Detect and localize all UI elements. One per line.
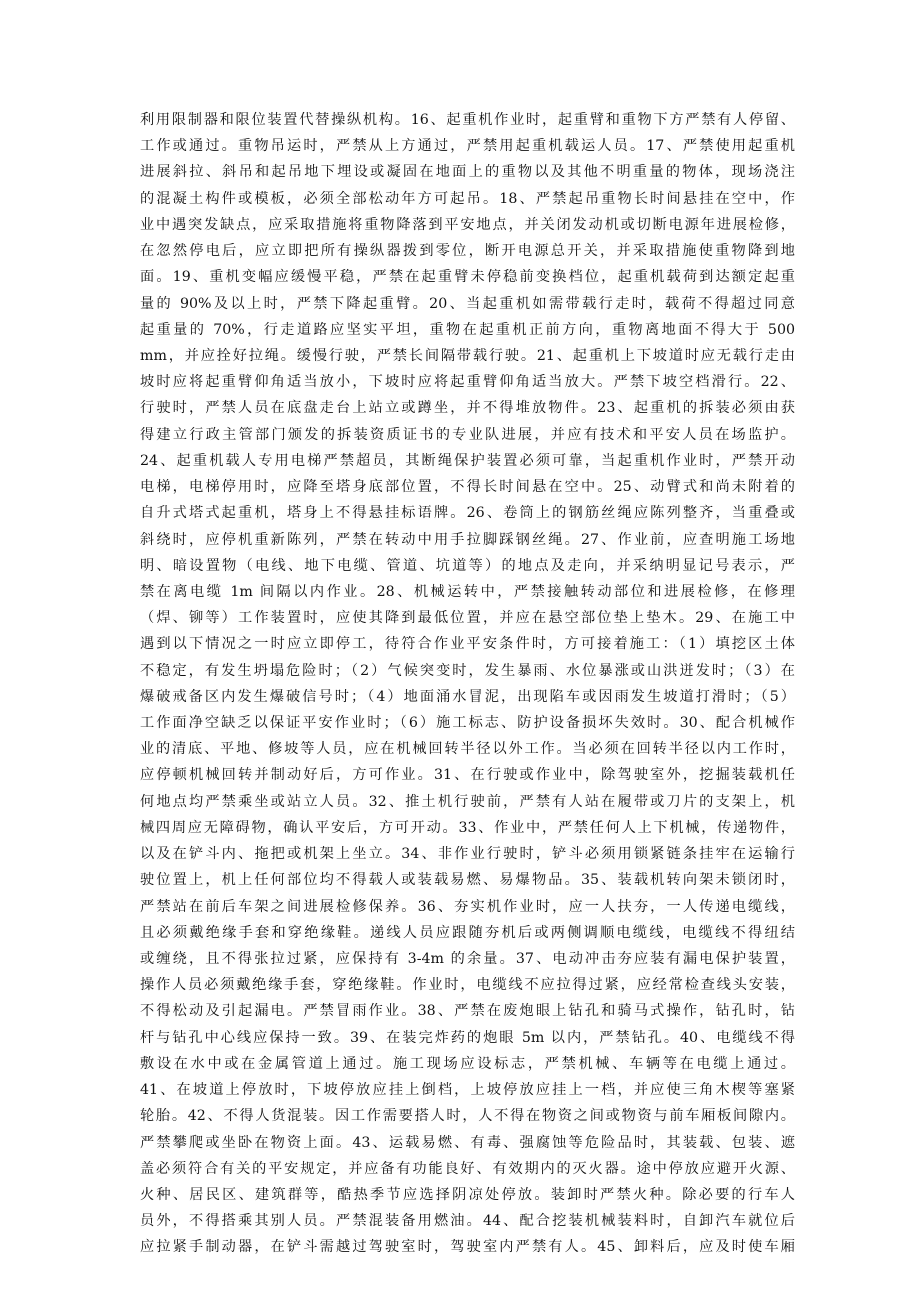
text-line: 坡时应将起重臂仰角适当放小，下坡时应将起重臂仰角适当放大。严禁下坡空档滑行。22、 — [140, 374, 795, 391]
text-line: 且必须戴绝缘手套和穿绝缘鞋。递线人员应跟随夯机后或两侧调顺电缆线，电缆线不得纽结 — [140, 924, 795, 941]
text-line: 的混凝土构件或模板，必须全部松动年方可起吊。18、严禁起吊重物长时间悬挂在空中，作 — [140, 190, 795, 207]
text-line: 何地点均严禁乘坐或站立人员。32、推土机行驶前，严禁有人站在履带或刀片的支架上，机 — [140, 793, 795, 810]
text-line: 驶位置上，机上任何部位均不得载人或装载易燃、易爆物品。35、装载机转向架未锁闭时， — [140, 872, 795, 889]
text-line: 员外，不得搭乘其别人员。严禁混装备用燃油。44、配合挖装机械装料时，自卸汽车就位后 — [140, 1213, 795, 1230]
text-line: 操作人员必须戴绝缘手套，穿绝缘鞋。作业时，电缆线不应拉得过紧，应经常检查线头安装， — [140, 977, 795, 994]
text-line: 在忽然停电后，应立即把所有操纵器拨到零位，断开电源总开关，并采取措施使重物降到地 — [140, 243, 795, 260]
text-line: 面。19、重机变幅应缓慢平稳，严禁在起重臂未停稳前变换档位，起重机载荷到达额定起重 — [140, 269, 795, 286]
text-line: 不得松动及引起漏电。严禁冒雨作业。38、严禁在废炮眼上钻孔和骑马式操作，钻孔时，钻 — [140, 1003, 795, 1020]
text-line: 工作面净空缺乏以保证平安作业时；（6）施工标志、防护设备损坏失效时。30、配合机械作 — [140, 715, 795, 732]
text-line: 业中遇突发缺点，应采取措施将重物降落到平安地点，并关闭发动机或切断电源年进展检修， — [140, 216, 795, 233]
text-line: 24、起重机载人专用电梯严禁超员，其断绳保护装置必须可靠，当起重机作业时，严禁开动 — [140, 452, 795, 469]
text-line: 械四周应无障碍物，确认平安后，方可开动。33、作业中，严禁任何人上下机械，传递物件， — [140, 819, 795, 836]
text-line: 业的清底、平地、修坡等人员，应在机械回转半径以外工作。当必须在回转半径以内工作时， — [140, 741, 795, 758]
text-line: 应拉紧手制动器，在铲斗需越过驾驶室时，驾驶室内严禁有人。45、卸料后，应及时使车厢 — [140, 1239, 795, 1256]
text-line: 工作或通过。重物吊运时，严禁从上方通过，严禁用起重机载运人员。17、严禁使用起重机 — [140, 138, 795, 155]
text-line: 进展斜拉、斜吊和起吊地下埋设或凝固在地面上的重物以及其他不明重量的物体，现场浇注 — [140, 164, 795, 181]
text-line: 行驶时，严禁人员在底盘走台上站立或蹲坐，并不得堆放物件。23、起重机的拆装必须由获 — [140, 400, 795, 417]
text-line: 利用限制器和限位装置代替操纵机构。16、起重机作业时，起重臂和重物下方严禁有人停留、 — [140, 112, 795, 128]
text-line: 41、在坡道上停放时，下坡停放应挂上倒档，上坡停放应挂上一档，并应使三角木楔等塞紧 — [140, 1082, 795, 1099]
text-line: 严禁攀爬或坐卧在物资上面。43、运载易燃、有毒、强腐蚀等危险品时，其装载、包装、遮 — [140, 1134, 795, 1151]
text-line: 得建立行政主管部门颁发的拆装资质证书的专业队进展，并应有技术和平安人员在场监护。 — [140, 426, 795, 443]
text-line: 以及在铲斗内、拖把或机架上坐立。34、非作业行驶时，铲斗必须用锁紧链条挂牢在运输行 — [140, 846, 795, 863]
text-line: 不稳定，有发生坍塌危险时；（2）气候突变时，发生暴雨、水位暴涨或山洪迸发时；（3）在 — [140, 662, 795, 679]
text-line: 盖必须符合有关的平安规定，并应备有功能良好、有效期内的灭火器。途中停放应避开火源、 — [140, 1160, 795, 1177]
text-line: 自升式塔式起重机，塔身上不得悬挂标语牌。26、卷筒上的钢筋丝绳应陈列整齐，当重叠或 — [140, 505, 795, 522]
text-line: 敷设在水中或在金属管道上通过。施工现场应设标志，严禁机械、车辆等在电缆上通过。 — [140, 1055, 795, 1072]
text-line: 量的 90%及以上时，严禁下降起重臂。20、当起重机如需带载行走时，载荷不得超过同意 — [140, 295, 795, 312]
text-line: 遇到以下情况之一时应立即停工，待符合作业平安条件时，方可接着施工：（1）填挖区土体 — [140, 636, 795, 653]
text-line: 火种、居民区、建筑群等，酷热季节应选择阴凉处停放。装卸时严禁火种。除必要的行车人 — [140, 1186, 795, 1203]
text-line: 电梯，电梯停用时，应降至塔身底部位置，不得长时间悬在空中。25、动臂式和尚未附着的 — [140, 479, 795, 496]
text-line: 斜绕时，应停机重新陈列，严禁在转动中用手拉脚踩钢丝绳。27、作业前，应查明施工场地 — [140, 531, 795, 548]
text-line: mm，并应拴好拉绳。缓慢行驶，严禁长间隔带载行驶。21、起重机上下坡道时应无载行走由 — [140, 347, 795, 364]
text-line: 起重量的 70%，行走道路应坚实平坦，重物在起重机正前方向，重物离地面不得大于 500 — [140, 321, 795, 338]
text-line: 轮胎。42、不得人货混装。因工作需要搭人时，人不得在物资之间或物资与前车厢板间隙内。 — [140, 1108, 795, 1125]
text-line: 禁在离电缆 1m 间隔以内作业。28、机械运转中，严禁接触转动部位和进展检修，在修理 — [140, 583, 795, 600]
text-line: 杆与钻孔中心线应保持一致。39、在装完炸药的炮眼 5m 以内，严禁钻孔。40、电缆线不得 — [140, 1029, 795, 1046]
text-line: 严禁站在前后车架之间进展检修保养。36、夯实机作业时，应一人扶夯，一人传递电缆线， — [140, 898, 795, 915]
text-line: 或缠绕，且不得张拉过紧，应保持有 3-4m 的余量。37、电动冲击夯应装有漏电保护装置， — [140, 951, 795, 967]
text-line: 爆破戒备区内发生爆破信号时；（4）地面涌水冒泥，出现陷车或因雨发生坡道打滑时；（5） — [140, 688, 795, 705]
text-line: （焊、铆等）工作装置时，应使其降到最低位置，并应在悬空部位垫上垫木。29、在施工中 — [140, 610, 795, 627]
text-line: 应停顿机械回转并制动好后，方可作业。31、在行驶或作业中，除驾驶室外，挖掘装载机任 — [140, 767, 795, 784]
text-line: 明、暗设置物（电线、地下电缆、管道、坑道等）的地点及走向，并采纳明显记号表示，严 — [140, 557, 795, 574]
document-body — [140, 107, 795, 1261]
